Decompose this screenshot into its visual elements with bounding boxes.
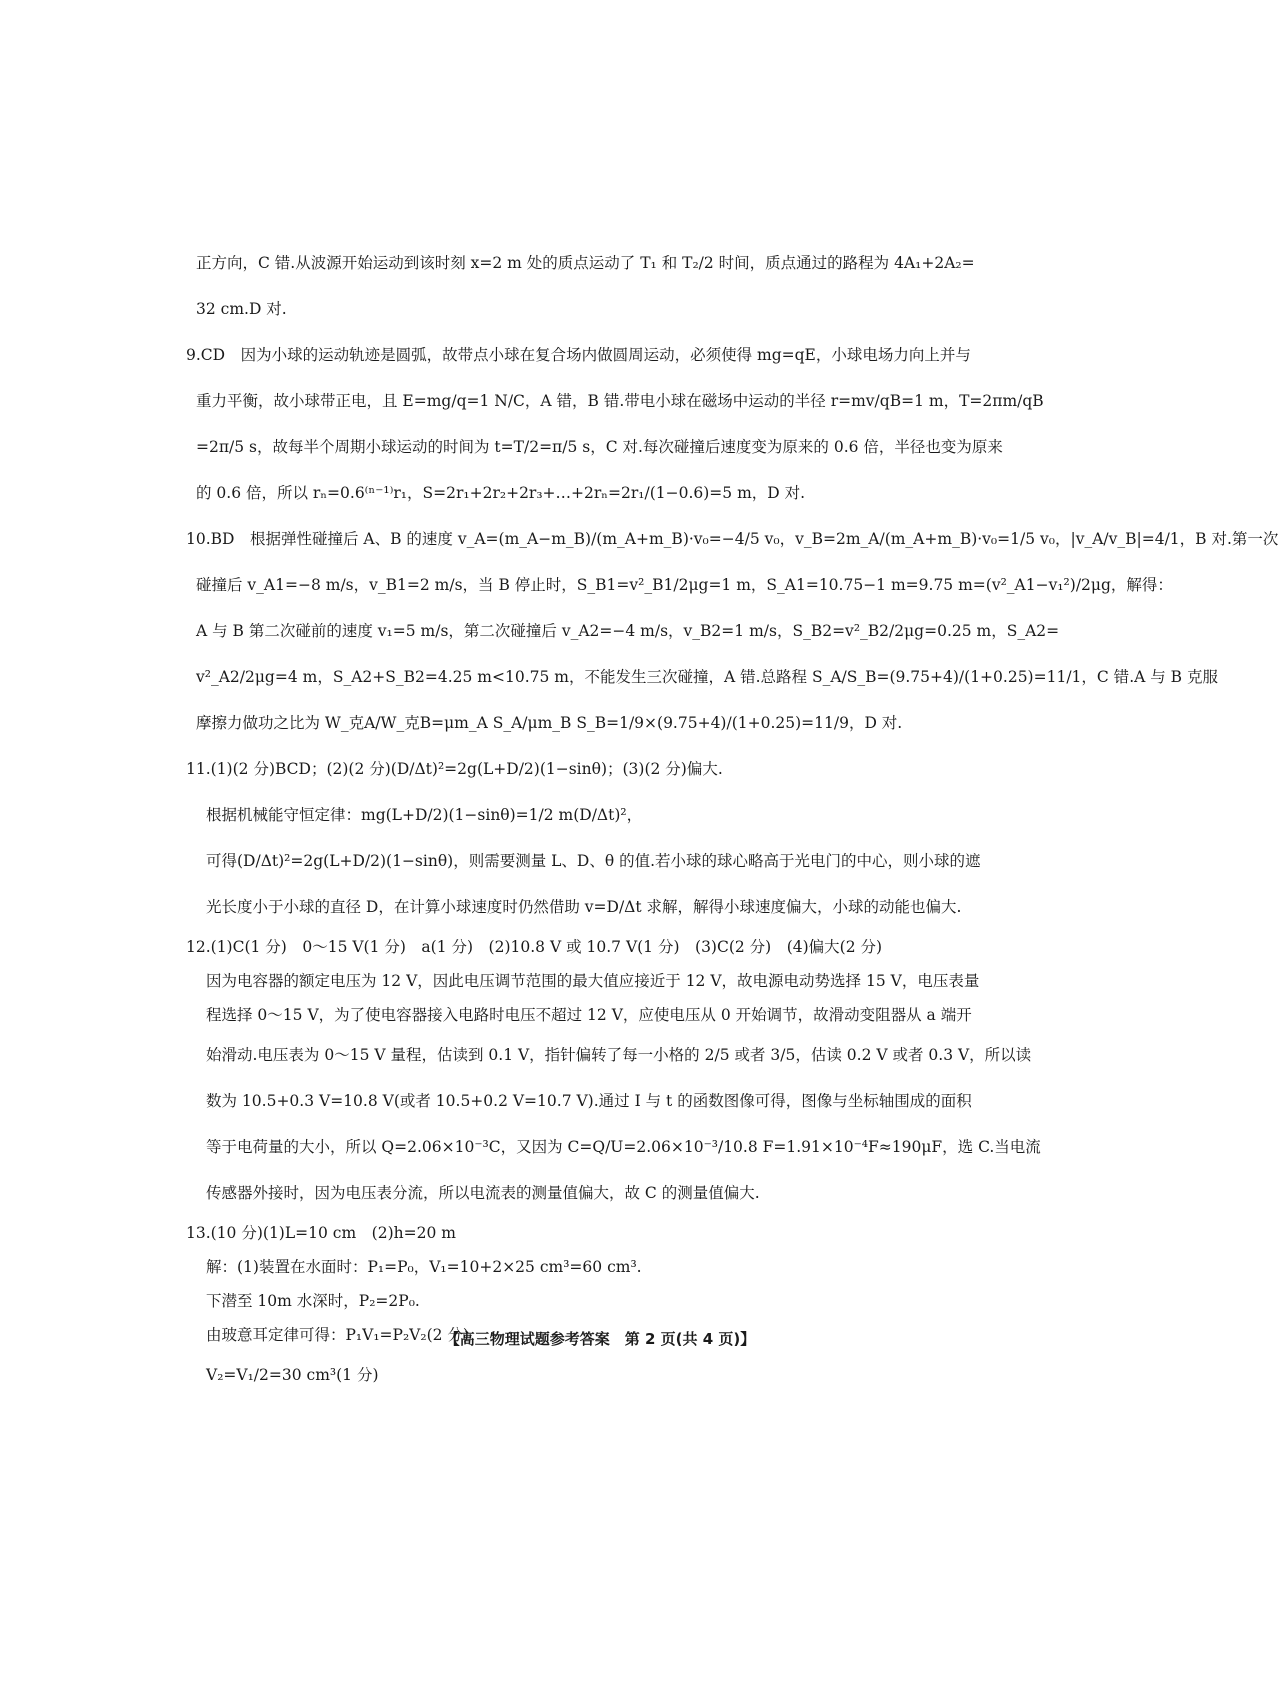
- answer-body: [186, 240, 1278, 1398]
- text-line: 可得(D/Δt)²=2g(L+D/2)(1−sinθ)，则需要测量 L、D、θ 的值.若小球的球心略高于光电门的中心，则小球的遮: [206, 852, 981, 870]
- text-line: 正方向，C 错.从波源开始运动到该时刻 x=2 m 处的质点运动了 T₁ 和 T₂/2 时间，质点通过的路程为 4A₁+2A₂=: [196, 254, 975, 272]
- text-line: 因为电容器的额定电压为 12 V，因此电压调节范围的最大值应接近于 12 V，故电源电动势选择 15 V，电压表量: [206, 972, 980, 990]
- text-line: v²_A2/2μg=4 m，S_A2+S_B2=4.25 m<10.75 m，不能发生三次碰撞，A 错.总路程 S_A/S_B=(9.75+4)/(1+0.25)=11/1，C 错.A 与 B 克服: [196, 668, 1218, 686]
- text-line: 碰撞后 v_A1=−8 m/s，v_B1=2 m/s，当 B 停止时，S_B1=v²_B1/2μg=1 m，S_A1=10.75−1 m=9.75 m=(v²_A1−v₁²)/2μg，解得：: [196, 576, 1173, 594]
- page-footer: 【高三物理试题参考答案 第 2 页(共 4 页)】: [444, 1330, 756, 1348]
- text-line: 13.(10 分)(1)L=10 cm (2)h=20 m: [186, 1224, 456, 1242]
- text-line: 摩擦力做功之比为 W_克A/W_克B=μm_A S_A/μm_B S_B=1/9×(9.75+4)/(1+0.25)=11/9，D 对.: [196, 714, 903, 732]
- text-line: 数为 10.5+0.3 V=10.8 V(或者 10.5+0.2 V=10.7 V).通过 I 与 t 的函数图像可得，图像与坐标轴围成的面积: [206, 1092, 972, 1110]
- text-line: 解：(1)装置在水面时：P₁=P₀，V₁=10+2×25 cm³=60 cm³.: [206, 1258, 642, 1276]
- text-line: 由玻意耳定律可得：P₁V₁=P₂V₂(2 分): [206, 1326, 469, 1344]
- text-line: 程选择 0～15 V，为了使电容器接入电路时电压不超过 12 V，应使电压从 0 开始调节，故滑动变阻器从 a 端开: [206, 1006, 972, 1024]
- text-line: 9.CD 因为小球的运动轨迹是圆弧，故带点小球在复合场内做圆周运动，必须使得 mg=qE，小球电场力向上并与: [186, 346, 971, 364]
- text-line: =2π/5 s，故每半个周期小球运动的时间为 t=T/2=π/5 s，C 对.每次碰撞后速度变为原来的 0.6 倍，半径也变为原来: [196, 438, 1003, 456]
- text-line: 32 cm.D 对.: [196, 300, 287, 318]
- text-line: 11.(1)(2 分)BCD；(2)(2 分)(D/Δt)²=2g(L+D/2)(1−sinθ)；(3)(2 分)偏大.: [186, 760, 723, 778]
- text-line: 10.BD 根据弹性碰撞后 A、B 的速度 v_A=(m_A−m_B)/(m_A+m_B)·v₀=−4/5 v₀，v_B=2m_A/(m_A+m_B)·v₀=1/5 v₀，|v_A/v_B|=4/1，B 对.第一次: [186, 530, 1278, 548]
- text-line: 传感器外接时，因为电压表分流，所以电流表的测量值偏大，故 C 的测量值偏大.: [206, 1184, 760, 1202]
- text-line: 重力平衡，故小球带正电，且 E=mg/q=1 N/C，A 错，B 错.带电小球在磁场中运动的半径 r=mv/qB=1 m，T=2πm/qB: [196, 392, 1044, 410]
- text-line: 根据机械能守恒定律：mg(L+D/2)(1−sinθ)=1/2 m(D/Δt)²，: [206, 806, 643, 824]
- text-line: A 与 B 第二次碰前的速度 v₁=5 m/s，第二次碰撞后 v_A2=−4 m/s，v_B2=1 m/s，S_B2=v²_B2/2μg=0.25 m，S_A2=: [196, 622, 1060, 640]
- text-line: 始滑动.电压表为 0～15 V 量程，估读到 0.1 V，指针偏转了每一小格的 2/5 或者 3/5，估读 0.2 V 或者 0.3 V，所以读: [206, 1046, 1032, 1064]
- text-line: 下潜至 10m 水深时，P₂=2P₀.: [206, 1292, 420, 1310]
- text-line: 的 0.6 倍，所以 rₙ=0.6⁽ⁿ⁻¹⁾r₁，S=2r₁+2r₂+2r₃+…+2rₙ=2r₁/(1−0.6)=5 m，D 对.: [196, 484, 806, 502]
- text-line: 12.(1)C(1 分) 0～15 V(1 分) a(1 分) (2)10.8 V 或 10.7 V(1 分) (3)C(2 分) (4)偏大(2 分): [186, 938, 883, 956]
- text-line: 等于电荷量的大小，所以 Q=2.06×10⁻³C，又因为 C=Q/U=2.06×10⁻³/10.8 F=1.91×10⁻⁴F≈190μF，选 C.当电流: [206, 1138, 1041, 1156]
- text-line: 光长度小于小球的直径 D，在计算小球速度时仍然借助 v=D/Δt 求解，解得小球速度偏大，小球的动能也偏大.: [206, 898, 962, 916]
- text-line: V₂=V₁/2=30 cm³(1 分): [206, 1366, 379, 1384]
